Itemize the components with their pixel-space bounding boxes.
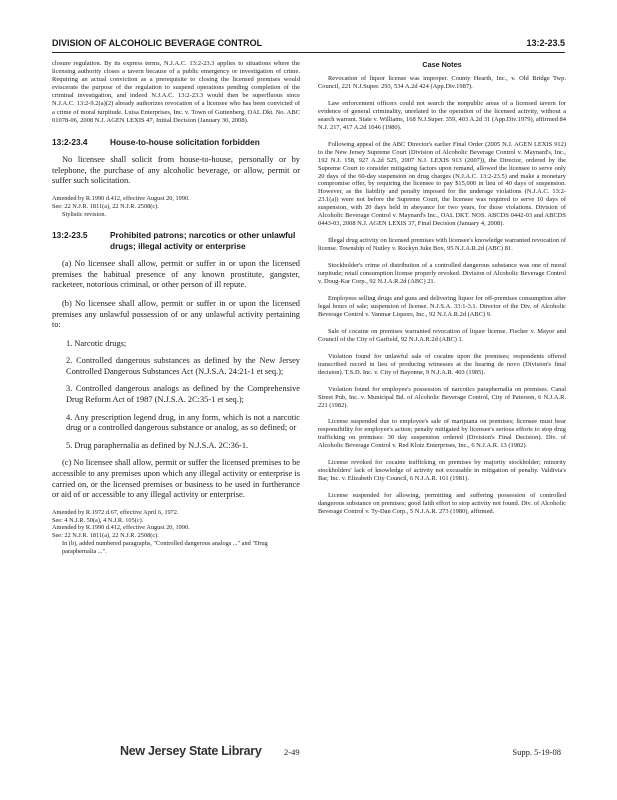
header-title: DIVISION OF ALCOHOLIC BEVERAGE CONTROL bbox=[52, 38, 263, 48]
section-title: Prohibited patrons; narcotics or other unlawful drugs; illegal activity or enterprise bbox=[110, 230, 296, 251]
case-note: Stockholder's crime of distribution of a controlled dangerous substance was one of moral turpitude; retail consumption license properly revoked. Division of Alcoholic Beverage Control v. Doug-Kar Corp., 92 N.J.A.R.2d (ABC) 21. bbox=[318, 262, 566, 286]
section-number: 13:2-23.5 bbox=[52, 230, 88, 241]
library-watermark: New Jersey State Library bbox=[120, 744, 262, 758]
case-note: Revocation of liquor license was improper. County Hearth, Inc., v. Old Bridge Twp. Council, 221 N.J.Super. 293, 534 A.2d 424 (App.Div.1987). bbox=[318, 75, 566, 90]
left-column bbox=[52, 60, 300, 566]
list-item: 5. Drug paraphernalia as defined by N.J.S.A. 2C:36-1. bbox=[66, 440, 249, 450]
history-line: See: 22 N.J.R. 1811(a), 22 N.J.R. 2508(c). bbox=[52, 532, 159, 540]
case-note: License suspended due to employee's sale of marijuana on premises; licensee must bear responsibility for employee's action; penalty mitigated by licensee's serious efforts to stop drug trafficking on premises: 30 day suspension ordered (Division's Final Decision). Div. of Alcoholic Beverage Control v. Red Klotz Enterprises, Inc., 6 N.J.A.R. 13 (1982). bbox=[318, 418, 566, 450]
continued-case-note: closure regulation. By its express terms, N.J.A.C. 13:2-23.3 applies to situations where the licensing authority closes a tavern because of a public emergency or investigation of crime. Requiring an actual conviction as a prerequisite to closing the licensed premises would eviscerate the purpose of the regulation to suspend operations pending completion of the criminal investigation, and indeed N.J.A.C. 13:2-23.3 would then be superfluous since N.J.A.C. 13:2-9.2(a)(2) already authorizes revocation of a licensee who has been convicted of a crime of moral turpitude. Luisa Enterprises, Inc. v. Town of Guttenberg, OAL Dkt. No. ABC 01078-06, 2008 N.J. AGEN LEXIS 47, Initial Decision (January 30, 2008). bbox=[52, 60, 300, 124]
list-item: 1. Narcotic drugs; bbox=[66, 338, 127, 348]
case-note: Illegal drug activity on licensed premises with licensee's knowledge warranted revocation of license. Township of Nutley v. Rockyn Juke Box, 95 N.J.A.R.2d (ABC) 81. bbox=[318, 237, 567, 253]
header-section-number: 13:2-23.5 bbox=[526, 38, 565, 48]
section-heading-2324 bbox=[52, 137, 300, 147]
section-title: House-to-house solicitation forbidden bbox=[110, 136, 260, 147]
right-column bbox=[318, 60, 566, 525]
case-note: Violation found for unlawful sale of cocaine upon the premises; respondents offered transcribed record in lieu of producing witnesses at the hearing de novo (Division's final decision). T.S.D. Inc. v. City of Bayonne, 9 N.J.A.R. 403 (1985). bbox=[318, 352, 566, 376]
section-text: No licensee shall solicit from house-to-house, personally or by telephone, the purchase of any alcoholic beverage, or allow, permit or suffer such solicitation. bbox=[52, 155, 300, 186]
case-note: Sale of cocaine on premises warranted revocation of liquor license. Fischer v. Mayor and Council of the City of Garfield, 92 N.J.A.R.2d (ABC) 1. bbox=[318, 327, 566, 343]
paragraph-a: (a) No licensee shall allow, permit or suffer in or upon the licensed premises the habitual presence of any known prostitute, gangster, racketeer, notorious criminal, or other person of ill repute. bbox=[52, 259, 300, 290]
paragraph-c: (c) No licensee shall allow, permit or suffer the licensed premises to be accessible to any premises upon which any illegal activity or enterprise is carried on, or the licensed premises or business to be used in furtherance or aid of or accessible to any illegal activity or enterprise. bbox=[52, 458, 300, 500]
case-note: Following appeal of the ABC Director's earlier Final Order (2005 N.J. AGEN LEXIS 912) to the New Jersey Supreme Court (Division of Alcoholic Beverage Control v. Maynard's, Inc., 192 N.J. 158, 927 A.2d 525, 2007 N.J. LEXIS 913 (2007)), the Director, ordered by the Supreme Court to consider mitigating factors upon remand, allowed the licensee to serve only 20 days of the 60-day suspension on drug charges (N.J.A.C. 13:2-23.5) and make a monetary compromise offer, by requiring the licensee to pay $15,000 in lieu of 40 days of suspension. However, as the liability and penalty imposed for the underage violations (N.J.A.C. 13:2-23.1(a)) were not before the Supreme Court, the licensee was required to serve 10 days of suspension, with 20 days held in abeyance for two years, for those violations. Division of Alcoholic Beverage Control v. Maynard's Inc., OAL DKT. NOS. ABCDS 0442-03 and ABCDS 0443-03, 2008 N.J. AGEN LEXIS 37, Final Decision (January 4, 2008). bbox=[318, 140, 566, 228]
history-line: Amended by R.1972 d.67, effective April 6, 1972. bbox=[52, 508, 179, 516]
case-note: License suspended for allowing, permitting and suffering possession of controlled dangerous substance on premises; good faith effort to stop activity not found. Div. of Alcoholic Beverage Control v. Ty-Dan Corp., 5 N.J.A.R. 273 (1980), affirmed. bbox=[318, 492, 566, 516]
history-line: See: 22 N.J.R. 1811(a), 22 N.J.R. 2508(c). bbox=[52, 202, 159, 210]
case-notes-heading: Case Notes bbox=[422, 60, 462, 69]
supplement-date: Supp. 5-19-08 bbox=[512, 747, 561, 757]
section-history-2324 bbox=[52, 195, 300, 218]
section-number: 13:2-23.4 bbox=[52, 136, 88, 147]
list-item: 2. Controlled dangerous substances as defined by the New Jersey Controlled Dangerous Substances Act (N.J.S.A. 24:21-1 et seq.); bbox=[66, 356, 300, 376]
section-heading-2325 bbox=[52, 230, 300, 251]
case-note: Violation found for employee's possession of narcotics paraphernalia on premises. Canal Street Pub, Inc. v. Municipal Bd. of Alcoholic Beverage Control, City of Paterson, 6 N.J.A.R. 221 (1982). bbox=[318, 385, 566, 409]
list-item: 4. Any prescription legend drug, in any form, which is not a narcotic drug or a controlled dangerous substance or analog, as so defined; or bbox=[66, 412, 300, 433]
history-line: Stylistic revision. bbox=[62, 210, 107, 218]
case-note: License revoked for cocaine trafficking on premises by majority stockholder; minority stockholders' lack of knowledge of activity not excusable in mitigation of penalty. Valdivia's Bar, Inc. v. Elizabeth City Council, 6 N.J.A.R. 161 (1981). bbox=[318, 459, 566, 483]
running-header bbox=[52, 38, 565, 53]
history-line: In (b), added numbered paragraphs, "Controlled dangerous analogs ..." and "Drug paraphernalia ...". bbox=[62, 540, 268, 555]
history-line: Amended by R.1990 d.412, effective August 20, 1990. bbox=[52, 524, 190, 532]
page-footer bbox=[0, 744, 617, 764]
case-note: Employees selling drugs and guns and delivering liquor for off-premises consumption after legal hours of sale; suspension of license. N.J.S.A. 33:1-3.1. Director of the Div. of Alcoholic Beverage Control v. Vanmar Liquors, Inc., 92 N.J.A.R.2d (ABC) 9. bbox=[318, 294, 566, 318]
paragraph-b: (b) No licensee shall allow, permit or suffer in or upon the licensed premises any unlawful possession of or any unlawful activity pertaining to: bbox=[52, 298, 300, 330]
history-line: Amended by R.1990 d.412, effective August 20, 1990. bbox=[52, 194, 190, 202]
section-history-2325 bbox=[52, 509, 300, 556]
case-note: Law enforcement officers could not search the nonpublic areas of a licensed tavern for evidence of general criminality, unrelated to the operation of the licensed activity, without a search warrant. State v. Williams, 168 N.J.Super. 359, 403 A.2d 31 (App.Div.1979), affirmed 84 N.J. 217, 417 A.2d 1046 (1980). bbox=[318, 99, 566, 131]
page-number: 2-49 bbox=[284, 747, 300, 757]
list-item: 3. Controlled dangerous analogs as defined by the Comprehensive Drug Reform Act of 1987 (N.J.S.A. 2C:35-1 et seq.); bbox=[66, 384, 300, 405]
history-line: See: 4 N.J.R. 50(a), 4 N.J.R. 105(c). bbox=[52, 516, 144, 524]
